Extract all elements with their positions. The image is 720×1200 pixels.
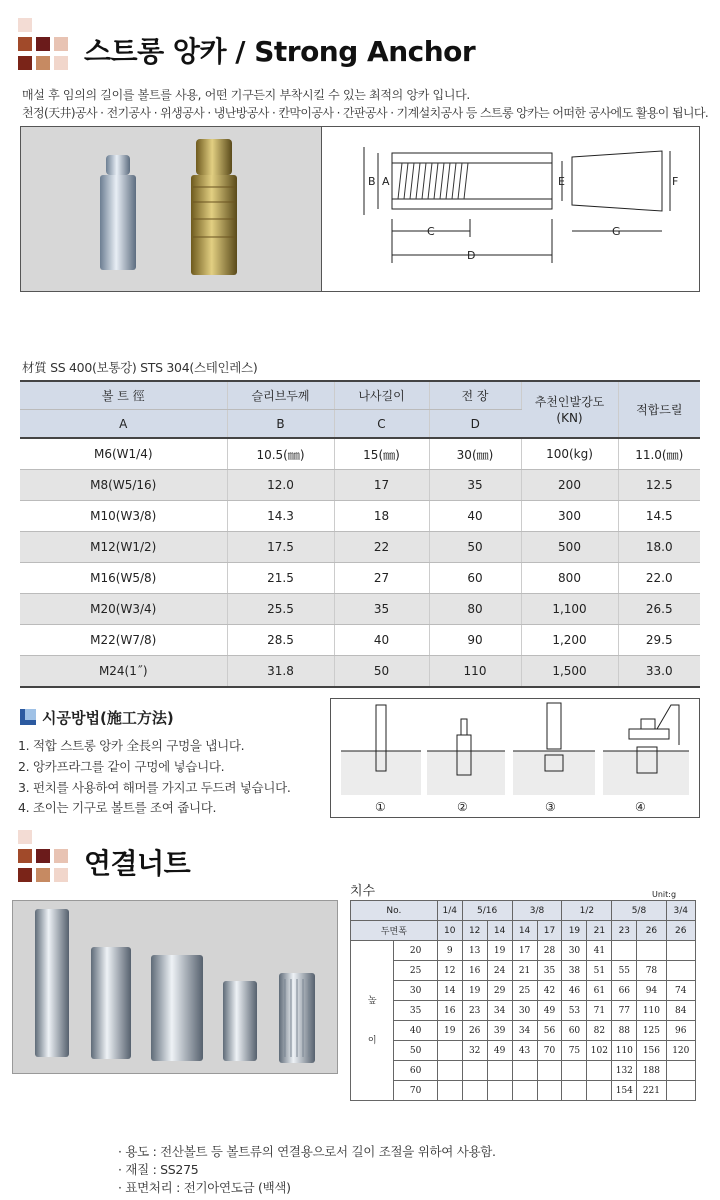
spec-cell: 1,200 (521, 625, 618, 656)
weight-cell: 30 (512, 1001, 537, 1021)
method-step-3: 3. 펀치를 사용하여 해머를 가지고 두드려 넣습니다. (18, 780, 291, 795)
weight-cell (637, 941, 666, 961)
spec-cell: M10(W3/8) (20, 501, 227, 532)
header-drill-size: 적합드릴 (618, 381, 700, 438)
header-bolt-diameter: 볼 트 徑 (20, 381, 227, 410)
height-value: 30 (394, 981, 437, 1001)
weight-cell: 49 (537, 1001, 562, 1021)
header-total-length: 전 장 (429, 381, 521, 410)
spec-cell: 14.3 (227, 501, 334, 532)
weight-cell (487, 1081, 512, 1101)
spec-cell: 300 (521, 501, 618, 532)
spec-cell: 27 (334, 563, 429, 594)
spec-row (20, 438, 700, 470)
spec-row (20, 625, 700, 656)
spec-row (20, 470, 700, 501)
spec-cell: 30(㎜) (429, 438, 521, 470)
nut-row (351, 941, 696, 961)
weight-cell: 51 (587, 961, 612, 981)
weight-cell: 26 (462, 1021, 487, 1041)
weight-cell: 16 (462, 961, 487, 981)
weight-cell (537, 1081, 562, 1101)
coupling-nut-illustration (13, 901, 337, 1073)
weight-cell: 84 (666, 1001, 695, 1021)
product-image-frame (20, 126, 700, 292)
dimension-label: 치수 (350, 884, 376, 899)
spec-cell: 110 (429, 656, 521, 688)
nut-row (351, 1041, 696, 1061)
weight-cell: 19 (487, 941, 512, 961)
section-title-coupling-nut: 연결너트 (84, 847, 191, 880)
weight-cell: 12 (437, 961, 462, 981)
weight-cell: 71 (587, 1001, 612, 1021)
weight-cell (562, 1081, 587, 1101)
step-label-2: ② (457, 800, 468, 814)
weight-cell: 110 (637, 1001, 666, 1021)
weight-cell: 29 (487, 981, 512, 1001)
step-label-1: ① (375, 800, 386, 814)
weight-cell: 49 (487, 1041, 512, 1061)
weight-cell: 132 (612, 1061, 637, 1081)
spec-cell: 80 (429, 594, 521, 625)
weight-cell: 102 (587, 1041, 612, 1061)
weight-cell: 35 (537, 961, 562, 981)
weight-cell: 14 (437, 981, 462, 1001)
spec-cell: 22 (334, 532, 429, 563)
method-title: 시공방법(施工方法) (42, 709, 174, 727)
spec-cell: 35 (334, 594, 429, 625)
size-3-4: 3/4 (666, 901, 695, 921)
nut-size-row (351, 901, 696, 921)
nut-weight-table (350, 900, 696, 1101)
spec-header-row-1 (20, 381, 700, 410)
weight-cell: 16 (437, 1001, 462, 1021)
thickness-cell: 26 (637, 921, 666, 941)
height-value: 20 (394, 941, 437, 961)
weight-cell: 96 (666, 1021, 695, 1041)
weight-cell (562, 1061, 587, 1081)
spec-cell: 50 (334, 656, 429, 688)
dim-label-e: E (558, 175, 565, 188)
weight-cell: 43 (512, 1041, 537, 1061)
header-pullout-strength-unit: (KN) (556, 410, 583, 425)
spec-row (20, 563, 700, 594)
weight-cell: 21 (512, 961, 537, 981)
weight-cell: 221 (637, 1081, 666, 1101)
weight-cell: 66 (612, 981, 637, 1001)
nut-row (351, 1021, 696, 1041)
header-thread-length: 나사길이 (334, 381, 429, 410)
material-label: 材質 SS 400(보통강) STS 304(스테인레스) (22, 360, 258, 375)
spec-cell: 33.0 (618, 656, 700, 688)
weight-cell: 17 (512, 941, 537, 961)
weight-cell: 77 (612, 1001, 637, 1021)
spec-cell: 31.8 (227, 656, 334, 688)
height-value: 60 (394, 1061, 437, 1081)
weight-cell: 28 (537, 941, 562, 961)
method-step-1: 1. 적합 스트롱 앙카 全長의 구멍을 냅니다. (18, 738, 245, 753)
weight-cell: 154 (612, 1081, 637, 1101)
spec-cell: 18.0 (618, 532, 700, 563)
spec-cell: 14.5 (618, 501, 700, 532)
weight-cell: 88 (612, 1021, 637, 1041)
weight-cell (462, 1061, 487, 1081)
size-1-4: 1/4 (437, 901, 462, 921)
spec-cell: 1,500 (521, 656, 618, 688)
header-code-b: B (227, 410, 334, 439)
anchor-photo (21, 127, 322, 291)
weight-cell: 125 (637, 1021, 666, 1041)
spec-cell: 100(kg) (521, 438, 618, 470)
spec-cell: 17 (334, 470, 429, 501)
dim-label-g: G (612, 225, 621, 238)
spec-cell: M12(W1/2) (20, 532, 227, 563)
weight-cell: 56 (537, 1021, 562, 1041)
spec-cell: 500 (521, 532, 618, 563)
size-3-8: 3/8 (512, 901, 562, 921)
thickness-cell: 10 (437, 921, 462, 941)
spec-cell: 12.0 (227, 470, 334, 501)
spec-row (20, 594, 700, 625)
weight-cell: 110 (612, 1041, 637, 1061)
height-value: 35 (394, 1001, 437, 1021)
spec-row (20, 501, 700, 532)
weight-cell (537, 1061, 562, 1081)
weight-cell (666, 1081, 695, 1101)
header-pullout-strength (521, 381, 618, 438)
step-label-4: ④ (635, 800, 646, 814)
weight-cell: 75 (562, 1041, 587, 1061)
spec-cell: 25.5 (227, 594, 334, 625)
weight-cell: 39 (487, 1021, 512, 1041)
nut-row (351, 961, 696, 981)
thickness-cell: 17 (537, 921, 562, 941)
weight-cell (437, 1081, 462, 1101)
spec-cell: M16(W5/8) (20, 563, 227, 594)
spec-cell: 29.5 (618, 625, 700, 656)
thickness-label: 두면폭 (351, 921, 438, 941)
description-line-2: 천정(天井)공사 · 전기공사 · 위생공사 · 냉난방공사 · 칸막이공사 · 간판공사 · 기계설치공사 등 스트롱 앙카는 어떠한 공사에도 활용이 됩니다. (22, 106, 709, 120)
nut-row (351, 1061, 696, 1081)
weight-cell: 53 (562, 1001, 587, 1021)
spec-cell: 50 (429, 532, 521, 563)
dim-label-f: F (672, 175, 679, 188)
spec-cell: 200 (521, 470, 618, 501)
spec-cell: M20(W3/4) (20, 594, 227, 625)
height-value: 50 (394, 1041, 437, 1061)
thickness-cell: 19 (562, 921, 587, 941)
nut-thickness-row (351, 921, 696, 941)
weight-cell: 41 (587, 941, 612, 961)
size-5-16: 5/16 (462, 901, 512, 921)
spec-cell: 800 (521, 563, 618, 594)
spec-cell: 18 (334, 501, 429, 532)
weight-cell (462, 1081, 487, 1101)
weight-cell: 9 (437, 941, 462, 961)
unit-label: Unit:g (652, 890, 677, 899)
header-code-a: A (20, 410, 227, 439)
spec-cell: 17.5 (227, 532, 334, 563)
dim-label-b: B (368, 175, 376, 188)
weight-cell: 74 (666, 981, 695, 1001)
spec-cell: 40 (334, 625, 429, 656)
height-label-part-2: 이 (367, 1035, 377, 1046)
spec-cell: M6(W1/4) (20, 438, 227, 470)
spec-cell: M24(1˝) (20, 656, 227, 688)
weight-cell: 23 (462, 1001, 487, 1021)
thickness-cell: 23 (612, 921, 637, 941)
spec-cell: 12.5 (618, 470, 700, 501)
thickness-cell: 14 (487, 921, 512, 941)
anchor-photo-illustration (21, 127, 321, 291)
section-title-strong-anchor: 스트롱 앙카 / Strong Anchor (84, 35, 476, 68)
thickness-cell: 26 (666, 921, 695, 941)
spec-cell: 28.5 (227, 625, 334, 656)
weight-cell: 94 (637, 981, 666, 1001)
weight-cell: 19 (462, 981, 487, 1001)
weight-cell (666, 941, 695, 961)
weight-cell: 19 (437, 1021, 462, 1041)
spec-cell: 35 (429, 470, 521, 501)
weight-cell: 82 (587, 1021, 612, 1041)
spec-cell: 21.5 (227, 563, 334, 594)
spec-cell: 60 (429, 563, 521, 594)
spec-row (20, 532, 700, 563)
method-icon (20, 709, 36, 725)
step-label-3: ③ (545, 800, 556, 814)
header-pullout-strength-label: 추천인발강도 (534, 394, 605, 409)
weight-cell (666, 1061, 695, 1081)
spec-cell: M8(W5/16) (20, 470, 227, 501)
weight-cell (666, 961, 695, 981)
weight-cell: 156 (637, 1041, 666, 1061)
weight-cell: 38 (562, 961, 587, 981)
nut-row (351, 981, 696, 1001)
nut-row (351, 1001, 696, 1021)
weight-cell: 55 (612, 961, 637, 981)
dim-label-c: C (427, 225, 435, 238)
weight-cell (512, 1061, 537, 1081)
thickness-cell: 12 (462, 921, 487, 941)
weight-cell (512, 1081, 537, 1101)
height-value: 25 (394, 961, 437, 981)
spec-cell: 90 (429, 625, 521, 656)
coupling-nut-photo (12, 900, 338, 1074)
weight-cell (612, 941, 637, 961)
nut-row (351, 1081, 696, 1101)
weight-cell: 34 (487, 1001, 512, 1021)
weight-cell: 60 (562, 1021, 587, 1041)
note-surface: · 표면처리 : 전기아연도금 (백색) (118, 1180, 291, 1195)
dim-label-a: A (382, 175, 390, 188)
weight-cell: 34 (512, 1021, 537, 1041)
description-line-1: 매설 후 임의의 길이를 볼트를 사용, 어떤 기구든지 부착시킬 수 있는 최적의 앙카 입니다. (22, 88, 470, 102)
spec-cell: 10.5(㎜) (227, 438, 334, 470)
header-sleeve-thickness: 슬리브두께 (227, 381, 334, 410)
height-value: 70 (394, 1081, 437, 1101)
weight-cell: 30 (562, 941, 587, 961)
no-label: No. (351, 901, 438, 921)
weight-cell: 25 (512, 981, 537, 1001)
method-step-2: 2. 앙카프라그를 같이 구멍에 넣습니다. (18, 759, 225, 774)
weight-cell: 61 (587, 981, 612, 1001)
weight-cell (437, 1061, 462, 1081)
note-usage: · 용도 : 전산볼트 등 볼트류의 연결용으로서 길이 조절을 위하여 사용함. (118, 1144, 496, 1159)
height-label (351, 941, 394, 1101)
spec-table (20, 380, 700, 688)
header-code-c: C (334, 410, 429, 439)
size-5-8: 5/8 (612, 901, 666, 921)
weight-cell (437, 1041, 462, 1061)
weight-cell: 188 (637, 1061, 666, 1081)
weight-cell: 120 (666, 1041, 695, 1061)
weight-cell: 46 (562, 981, 587, 1001)
header-code-d: D (429, 410, 521, 439)
spec-cell: M22(W7/8) (20, 625, 227, 656)
height-label-part-1: 높 (367, 995, 377, 1006)
dim-label-d: D (467, 249, 476, 262)
spec-cell: 11.0(㎜) (618, 438, 700, 470)
method-step-4: 4. 조이는 기구로 볼트를 조여 줍니다. (18, 800, 217, 815)
weight-cell: 13 (462, 941, 487, 961)
spec-cell: 22.0 (618, 563, 700, 594)
anchor-dimension-diagram (322, 127, 699, 291)
spec-cell: 40 (429, 501, 521, 532)
spec-row (20, 656, 700, 688)
method-illustration (330, 698, 700, 818)
weight-cell: 24 (487, 961, 512, 981)
spec-cell: 1,100 (521, 594, 618, 625)
thickness-cell: 14 (512, 921, 537, 941)
weight-cell (487, 1061, 512, 1081)
spec-cell: 26.5 (618, 594, 700, 625)
weight-cell (587, 1061, 612, 1081)
height-value: 40 (394, 1021, 437, 1041)
weight-cell (587, 1081, 612, 1101)
weight-cell: 32 (462, 1041, 487, 1061)
thickness-cell: 21 (587, 921, 612, 941)
size-1-2: 1/2 (562, 901, 612, 921)
weight-cell: 70 (537, 1041, 562, 1061)
spec-cell: 15(㎜) (334, 438, 429, 470)
weight-cell: 78 (637, 961, 666, 981)
note-material: · 재질 : SS275 (118, 1162, 199, 1177)
weight-cell: 42 (537, 981, 562, 1001)
